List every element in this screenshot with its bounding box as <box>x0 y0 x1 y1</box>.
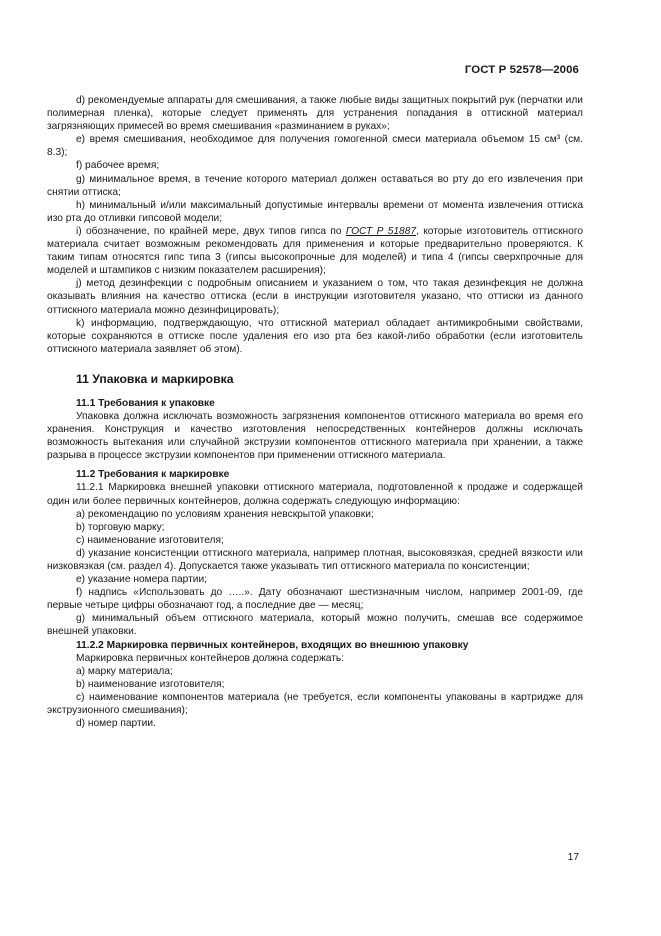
page-number: 17 <box>567 852 579 863</box>
container-item-a: a) марку материала; <box>76 665 173 677</box>
clause-11-2-2-heading: 11.2.2 Маркировка первичных контейнеров, входящих во внешнюю упаковку <box>76 639 469 651</box>
list-item-d: d) рекомендуемые аппараты для смешивания, а также любые виды защитных покрытий рук (перчатки или полимерная пленка), которые следует применять для устранения попадания в оттискной материал загрязняющих примесей во время смешивания «разминанием в руках»; <box>47 95 583 133</box>
container-item-b: b) наименование изготовителя; <box>76 678 225 690</box>
gost-reference-link[interactable]: ГОСТ Р 51887 <box>345 225 417 237</box>
clause-11-2-2-intro: Маркировка первичных контейнеров должна содержать: <box>76 652 345 664</box>
list-item-i-text-end: , которые изготовитель оттискного материала считает возможным рекомендовать для применения и которые предварительно проверяются. К таким типам относятся гипс типа 3 (гипсы высокопрочные для моделей) и типа 4 (гипсы сверхпрочные для моделей и штампиков с низким показателем расширения); <box>47 225 583 277</box>
list-item-h: h) минимальный и/или максимальный допустимые интервалы времени от момента извлечения оттиска изо рта до отливки гипсовой модели; <box>47 199 583 224</box>
section-11-heading: 11 Упаковка и маркировка <box>76 371 234 386</box>
marking-item-g: g) минимальный объем оттискного материала, который можно получить, смешав все содержимое внешней упаковки. <box>47 613 583 638</box>
subsection-11-1-heading: 11.1 Требования к упаковке <box>76 397 215 409</box>
list-item-i <box>47 225 583 277</box>
marking-item-e: e) указание номера партии; <box>76 574 207 586</box>
clause-11-2-1-intro: 11.2.1 Маркировка внешней упаковки оттискного материала, подготовленной к продаже и содержащей один или более первичных контейнеров, должна содержать следующую информацию: <box>47 482 583 507</box>
marking-item-a: a) рекомендацию по условиям хранения невскрытой упаковки; <box>76 508 374 520</box>
subsection-11-1-text: Упаковка должна исключать возможность загрязнения компонентов оттискного материала во время его хранения. Конструкция и качество изготовления непосредственных контейнеров должны исключать возможность вытекания или случайной экструзии компонентов оттискного материала при хранении, а также разрыва в процессе экструзии компонентов при применении оттискного материала. <box>47 410 583 462</box>
list-item-f: f) рабочее время; <box>76 160 160 172</box>
list-item-g: g) минимальное время, в течение которого материал должен оставаться во рту до его извлечения при снятии оттиска; <box>47 173 583 198</box>
container-item-d: d) номер партии. <box>76 718 156 730</box>
list-item-i-text-start: i) обозначение, по крайней мере, двух типов гипса по <box>76 225 346 237</box>
marking-item-d: d) указание консистенции оттискного материала, например плотная, высоковязкая, средней вязкости или низковязкая (см. раздел 4). Допускается также указывать тип оттискного материала по консистенции; <box>47 547 583 572</box>
marking-item-b: b) торговую марку; <box>76 521 165 533</box>
list-item-j: j) метод дезинфекции с подробным описанием и указанием о том, что такая дезинфекция не должна оказывать влияния на качество оттиска (если в инструкции изготовителя указано, что оттиски из данного оттискного материала можно дезинфицировать); <box>47 278 583 316</box>
marking-item-c: c) наименование изготовителя; <box>76 534 224 546</box>
list-item-e: e) время смешивания, необходимое для получения гомогенной смеси материала объемом 15 см³ (см. 8.3); <box>47 134 583 159</box>
document-body <box>47 94 583 730</box>
document-code-header: ГОСТ Р 52578—2006 <box>464 64 579 76</box>
subsection-11-2-heading: 11.2 Требования к маркировке <box>76 469 230 481</box>
container-item-c: c) наименование компонентов материала (не требуется, если компоненты упакованы в картридже для экструзионного смешивания); <box>47 691 583 717</box>
marking-item-f: f) надпись «Использовать до …..». Дату обозначают шестизначным числом, например 2001-09, где первые четыре цифры обозначают год, а последние две — месяц; <box>47 587 583 612</box>
list-item-k: k) информацию, подтверждающую, что оттискной материал обладает антимикробными свойствами, которые сохраняются в оттиске после удаления его изо рта без какой-либо обработки (если изготовитель оттискного материала заявляет об этом). <box>47 317 583 355</box>
